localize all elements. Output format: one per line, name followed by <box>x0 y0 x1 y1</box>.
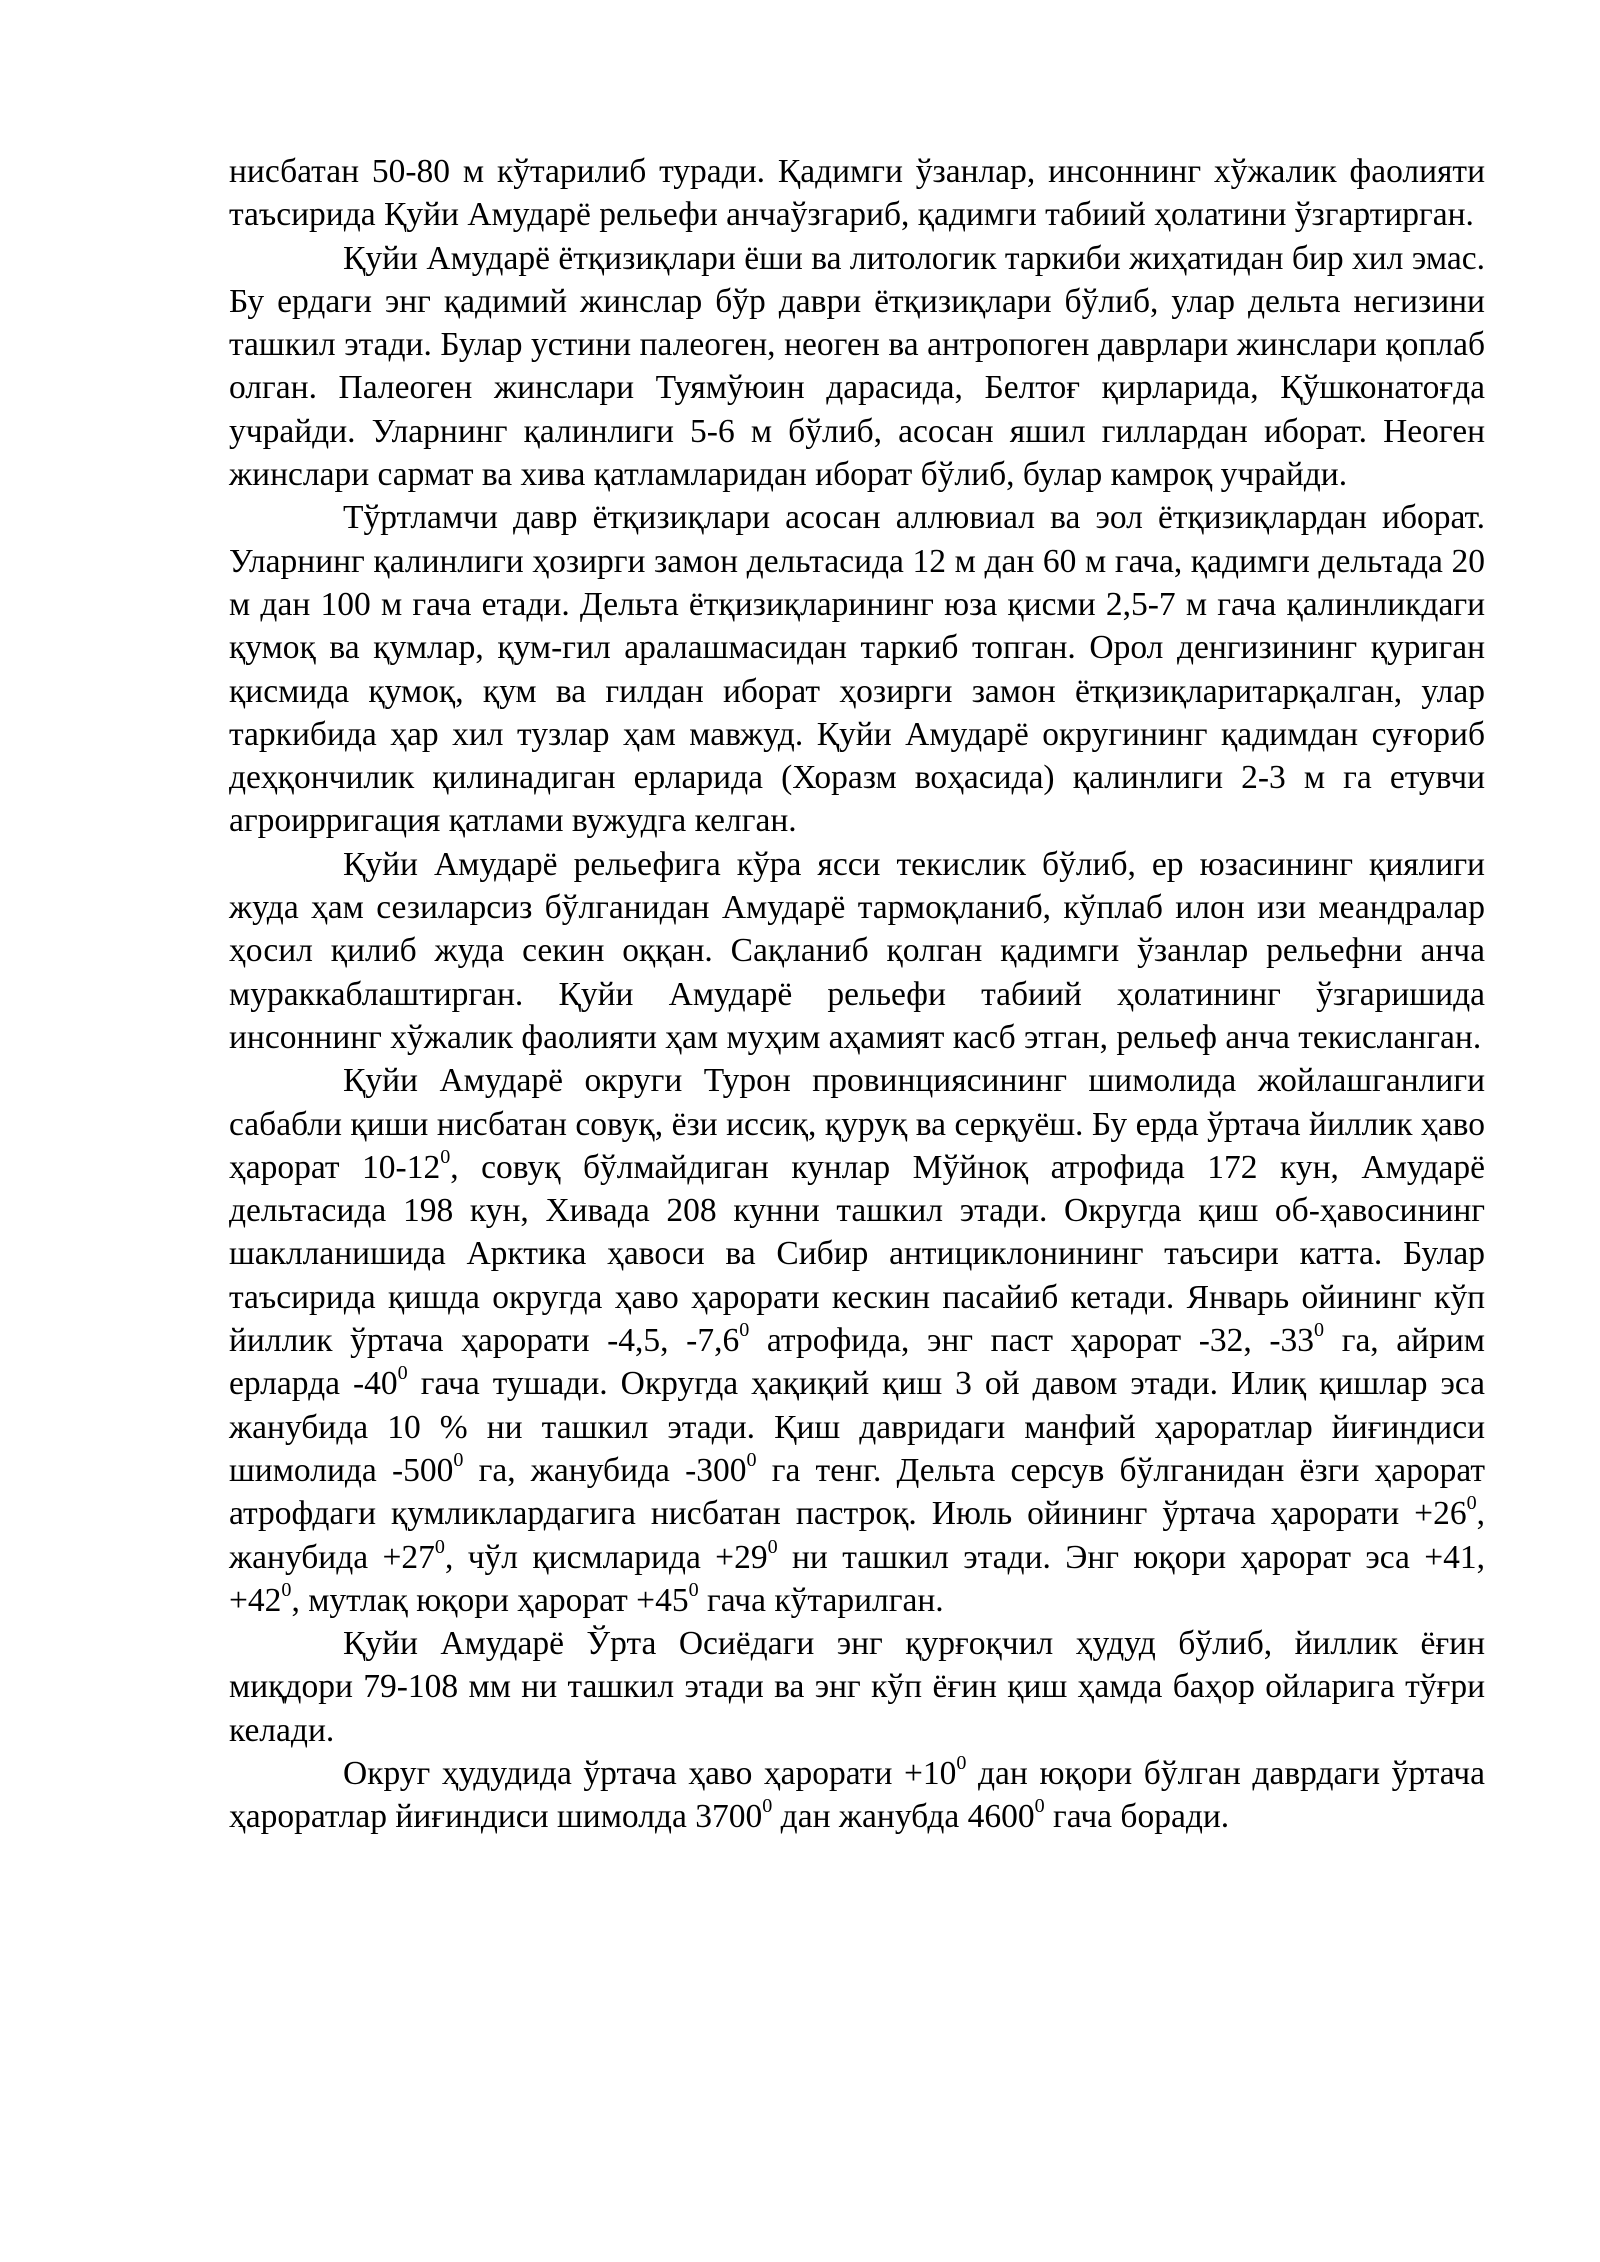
degree-superscript: 0 <box>434 1535 445 1558</box>
text-segment: Округ ҳудудида ўртача ҳаво ҳарорати +10 <box>343 1754 957 1792</box>
degree-superscript: 0 <box>1034 1795 1045 1818</box>
document-page <box>229 150 1485 1839</box>
paragraph-temperature-sum <box>229 1752 1485 1839</box>
text-segment: Қуйи Амударё ётқизиқлари ёши ва литологик таркиби жиҳатидан бир хил эмас. Бу ердаги энг қадимий жинслар бўр даври ётқизиқлари бўлиб, улар дельта негизини ташкил этади. Булар устини палеоген, неоген ва антропоген даврлари жинслари қоплаб олган. Палеоген жинслари Туямўюин дарасида, Белтоғ қирларида, Қўшконатоғда учрайди. Уларнинг қалинлиги 5-6 м бўлиб, асосан яшил гиллардан иборат. Неоген жинслари сармат ва хива қатламларидан иборат бўлиб, булар камроқ учрайди. <box>229 239 1485 494</box>
text-segment: нисбатан 50-80 м кўтарилиб туради. Қадимги ўзанлар, инсоннинг хўжалик фаолияти таъсирида Қуйи Амударё рельефи анчаўзгариб, қадимги табиий ҳолатини ўзгартирган. <box>229 153 1485 234</box>
text-segment: Тўртламчи давр ётқизиқлари асосан аллювиал ва эол ётқизиқлардан иборат. Уларнинг қалинлиги ҳозирги замон дельтасида 12 м дан 60 м гача, қадимги дельтада 20 м дан 100 м гача етади. Дельта ётқизиқларининг юза қисми 2,5-7 м гача қалинликдаги қумоқ ва қумлар, қум-гил аралашмасидан таркиб топган. Орол денгизининг қуриган қисмида қумоқ, қум ва гилдан иборат ҳозирги замон ётқизиқларитарқалган, улар таркибида ҳар хил тузлар ҳам мавжуд. Қуйи Амударё округининг қадимдан суғориб деҳқончилик қилинадиган ерларида (Хоразм воҳасида) қалинлиги 2-3 м га етувчи агроирригация қатлами вужудга келган. <box>229 499 1485 840</box>
degree-superscript: 0 <box>440 1145 451 1168</box>
text-segment: гача боради. <box>1044 1798 1230 1836</box>
text-segment: , мутлақ юқори ҳарорат +45 <box>291 1581 689 1619</box>
text-segment: га, жанубида -300 <box>463 1451 747 1489</box>
degree-superscript: 0 <box>688 1578 699 1601</box>
paragraph-climate <box>229 1059 1485 1622</box>
text-segment: дан юқори бўлган даврдаги ўртача ҳароратлар йиғиндиси шимолда 3700 <box>229 1754 1485 1836</box>
degree-superscript: 0 <box>1466 1492 1477 1515</box>
paragraph-quaternary <box>229 496 1485 842</box>
degree-superscript: 0 <box>739 1318 750 1341</box>
degree-superscript: 0 <box>956 1751 967 1774</box>
text-segment: гача тушади. Округда ҳақиқий қиш 3 ой давом этади. Илиқ қишлар эса жанубида 10 % ни ташкил этади. Қиш давридаги манфий ҳароратлар йиғиндиси шимолида -500 <box>229 1365 1485 1489</box>
text-segment: , чўл қисмларида +29 <box>444 1538 768 1576</box>
degree-superscript: 0 <box>767 1535 778 1558</box>
degree-superscript: 0 <box>397 1362 408 1385</box>
degree-superscript: 0 <box>746 1448 757 1471</box>
degree-superscript: 0 <box>453 1448 464 1471</box>
degree-superscript: 0 <box>1314 1318 1325 1341</box>
degree-superscript: 0 <box>281 1578 292 1601</box>
paragraph-relief-intro <box>229 150 1485 237</box>
text-segment: , жанубида +27 <box>229 1495 1485 1576</box>
text-segment: га, айрим ерларда -40 <box>229 1322 1485 1403</box>
text-segment: Қуйи Амударё округи Турон провинциясининг шимолида жойлашганлиги сабабли қиши нисбатан совуқ, ёзи иссиқ, қуруқ ва серқуёш. Бу ерда ўртача йиллик ҳаво ҳарорат 10-12 <box>229 1062 1485 1186</box>
paragraph-relief <box>229 843 1485 1059</box>
text-segment: атрофида, энг паст ҳарорат -32, -33 <box>749 1322 1315 1360</box>
text-segment: ни ташкил этади. Энг юқори ҳарорат эса +41, +42 <box>229 1538 1486 1619</box>
text-segment: Қуйи Амударё рельефига кўра ясси текислик бўлиб, ер юзасининг қиялиги жуда ҳам сезиларсиз бўлганидан Амударё тармоқланиб, кўплаб илон изи меандралар ҳосил қилиб жуда секин оққан. Сақланиб қолган қадимги ўзанлар рельефни анча мураккаблаштирган. Қуйи Амударё рельефи табиий ҳолатининг ўзгаришида инсоннинг хўжалик фаолияти ҳам муҳим аҳамият касб этган, рельеф анча текисланган. <box>229 845 1485 1056</box>
text-segment: га тенг. Дельта серсув бўлганидан ёзги ҳарорат атрофдаги қумликлардагига нисбатан пастроқ. Июль ойининг ўртача ҳарорати +26 <box>229 1451 1486 1533</box>
text-segment: дан жанубда 4600 <box>772 1798 1035 1836</box>
paragraph-precipitation <box>229 1622 1485 1752</box>
text-segment: Қуйи Амударё Ўрта Осиёдаги энг қурғоқчил ҳудуд бўлиб, йиллик ёғин миқдори 79-108 мм ни ташкил этади ва энг кўп ёғин қиш ҳамда баҳор ойларига тўғри келади. <box>229 1625 1485 1749</box>
text-segment: , совуқ бўлмайдиган кунлар Мўйноқ атрофида 172 кун, Амударё дельтасида 198 кун, Хивада 208 кунни ташкил этади. Округда қиш об-ҳавосининг шаклланишида Арктика ҳавоси ва Сибир антициклонининг таъсири катта. Булар таъсирида қишда округда ҳаво ҳарорати кескин пасайиб кетади. Январь ойининг кўп йиллик ўртача ҳарорати -4,5, -7,6 <box>229 1148 1485 1360</box>
degree-superscript: 0 <box>762 1795 773 1818</box>
paragraph-deposits <box>229 237 1485 497</box>
text-segment: гача кўтарилган. <box>698 1581 944 1619</box>
